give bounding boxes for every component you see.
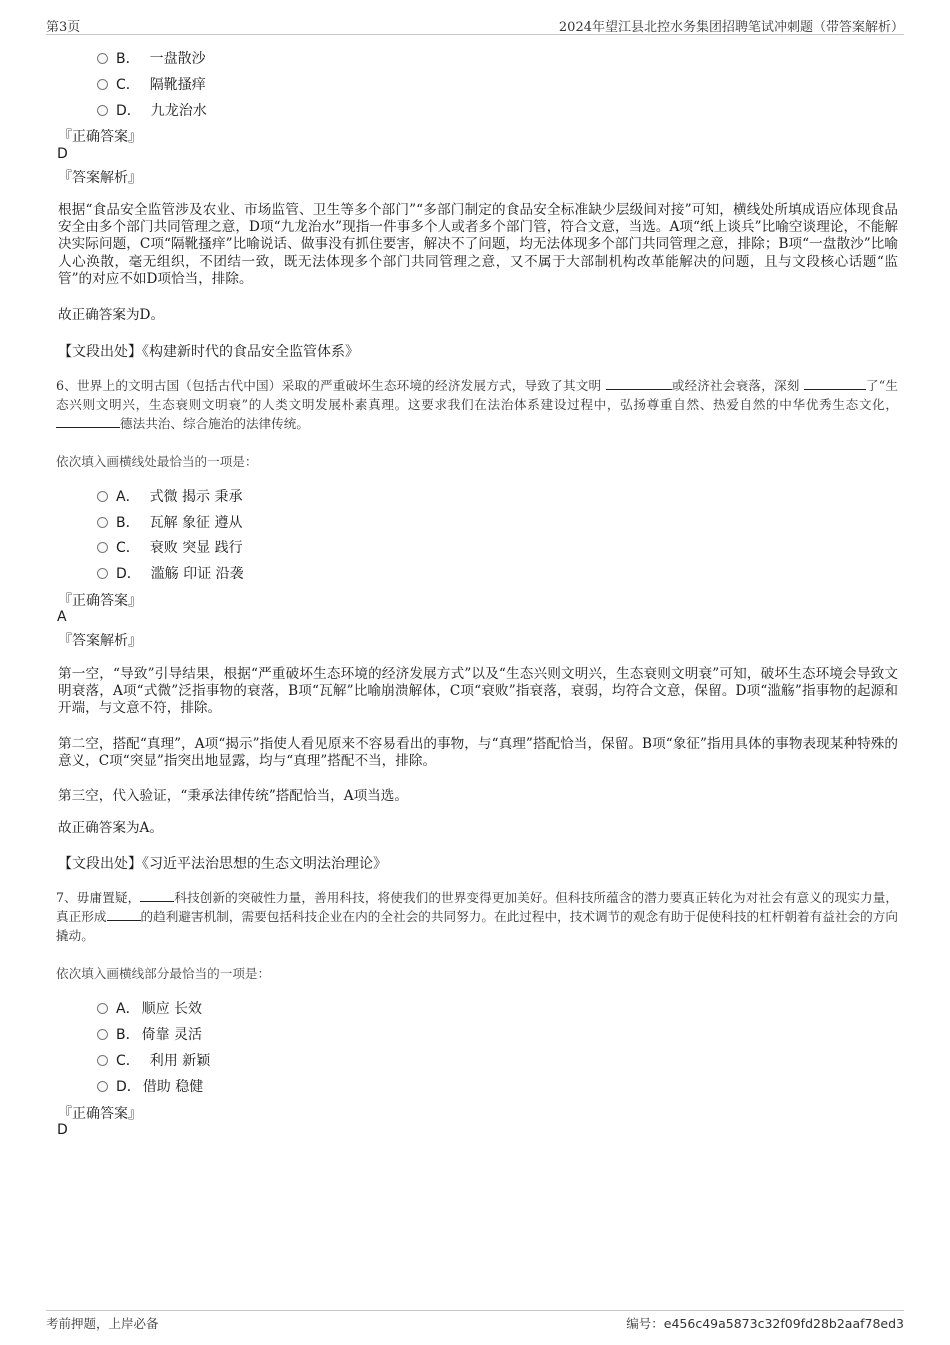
radio-icon[interactable] (97, 542, 108, 553)
q7-option-c[interactable]: C． 利用 新颖 (97, 1050, 210, 1070)
radio-icon[interactable] (97, 79, 108, 90)
q5-answer-label: 『正确答案』 (58, 129, 142, 145)
q5-analysis-paragraph: 根据“食品安全监管涉及农业、市场监管、卫生等多个部门”“多部门制定的食品安全标准缺少层级间对接”可知，横线处所填成语应体现食品安全由多个部门共同管理之意，D项“九龙治水”现指一件事多个人或者多个部门管，符合文意，当选。A项“纸上谈兵”比喻空谈理论，不能解决实际问题，C项“隔靴搔痒”比喻说话、做事没有抓住要害，解决不了问题，均无法体现多个部门共同管理之意，排除；B项“一盘散沙”比喻人心涣散，毫无组织，不团结一致，既无法体现多个部门共同管理之意，又不属于大部制机构改革能解决的问题，且与文段核心话题“监管”的对应不如D项恰当，排除。 (58, 202, 898, 287)
q6-conclusion: 故正确答案为A。 (58, 820, 163, 836)
q5-conclusion: 故正确答案为D。 (58, 307, 165, 323)
q6-blank-2 (804, 377, 866, 390)
radio-icon[interactable] (97, 53, 108, 64)
page-header (46, 14, 904, 35)
q7-blank-1 (140, 889, 174, 902)
q6-stem: 6、世界上的文明古国（包括古代中国）采取的严重破坏生态环境的经济发展方式，导致了其文明 或经济社会衰落，深刻 了“生态兴则文明兴，生态衰则文明衰”的人类文明发展朴素真理。这要求我们在法治体系建设过程中，弘扬尊重自然、热爱自然的中华优秀生态文化， 德法共治、综合施治的法律传统。 (56, 378, 898, 431)
q6-blank-1 (606, 377, 672, 390)
document-title: 2024年望江县北控水务集团招聘笔试冲刺题（带答案解析） (558, 20, 904, 35)
q6-answer-label: 『正确答案』 (58, 593, 142, 609)
radio-icon[interactable] (97, 1081, 108, 1092)
q7-option-a[interactable]: A． 顺应 长效 (97, 998, 202, 1018)
radio-icon[interactable] (97, 1029, 108, 1040)
radio-icon[interactable] (97, 491, 108, 502)
radio-icon[interactable] (97, 517, 108, 528)
q6-source: 【文段出处】《习近平法治思想的生态文明法治理论》 (58, 856, 387, 872)
q6-analysis-third-blank: 第三空，代入验证，“秉承法律传统”搭配恰当，A项当选。 (58, 788, 408, 804)
q7-option-d[interactable]: D． 借助 稳健 (97, 1076, 203, 1096)
q6-option-b[interactable]: B． 瓦解 象征 遵从 (97, 512, 243, 532)
radio-icon[interactable] (97, 1055, 108, 1066)
q6-blank-3 (56, 415, 120, 428)
q7-answer: D (57, 1122, 68, 1138)
q5-analysis-label: 『答案解析』 (58, 170, 142, 186)
page-number: 第3页 (46, 20, 81, 35)
q6-option-a[interactable]: A． 式微 揭示 秉承 (97, 486, 242, 506)
radio-icon[interactable] (97, 1003, 108, 1014)
q7-prompt: 依次填入画横线部分最恰当的一项是： (56, 966, 271, 981)
q5-option-c[interactable]: C． 隔靴搔痒 (97, 74, 206, 94)
page-footer (46, 1310, 904, 1333)
radio-icon[interactable] (97, 105, 108, 116)
q5-option-d[interactable]: D． 九龙治水 (97, 100, 207, 120)
q6-analysis-first-blank: 第一空，“导致”引导结果，根据“严重破坏生态环境的经济发展方式”以及“生态兴则文明兴，生态衰则文明衰”可知，破坏生态环境会导致文明衰落，A项“式微”泛指事物的衰落，B项“瓦解”比喻崩溃解体，C项“衰败”指衰落，衰弱，均符合文意，保留。D项“滥觞”指事物的起源和开端，与文意不符，排除。 (58, 666, 898, 717)
q5-option-b[interactable]: B． 一盘散沙 (97, 48, 206, 68)
q6-prompt: 依次填入画横线处最恰当的一项是： (56, 454, 258, 469)
q7-option-b[interactable]: B． 倚靠 灵活 (97, 1024, 202, 1044)
radio-icon[interactable] (97, 568, 108, 579)
q6-analysis-label: 『答案解析』 (58, 633, 142, 649)
q6-option-d[interactable]: D． 滥觞 印证 沿袭 (97, 563, 244, 583)
document-code: 编号：e456c49a5873c32f09fd28b2aaf78ed3 (626, 1316, 904, 1331)
q7-blank-2 (107, 908, 141, 921)
q5-answer: D (57, 146, 68, 162)
footer-slogan: 考前押题，上岸必备 (46, 1316, 159, 1331)
q7-answer-label: 『正确答案』 (58, 1106, 142, 1122)
q6-option-c[interactable]: C． 衰败 突显 践行 (97, 537, 243, 557)
q6-analysis-second-blank: 第二空，搭配“真理”，A项“揭示”指使人看见原来不容易看出的事物，与“真理”搭配恰当，保留。B项“象征”指用具体的事物表现某种特殊的意义，C项“突显”指突出地显露，均与“真理”搭配不当，排除。 (58, 736, 898, 770)
q6-answer: A (57, 609, 67, 625)
q7-stem: 7、毋庸置疑， 科技创新的突破性力量，善用科技，将使我们的世界变得更加美好。但科技所蕴含的潜力要真正转化为对社会有意义的现实力量，真正形成 的趋利避害机制，需要包括科技企业在内的全社会的共同努力。在此过程中，技术调节的观念有助于促使科技的杠杆朝着有益社会的方向撬动。 (56, 890, 898, 943)
q5-source: 【文段出处】《构建新时代的食品安全监管体系》 (58, 344, 359, 360)
